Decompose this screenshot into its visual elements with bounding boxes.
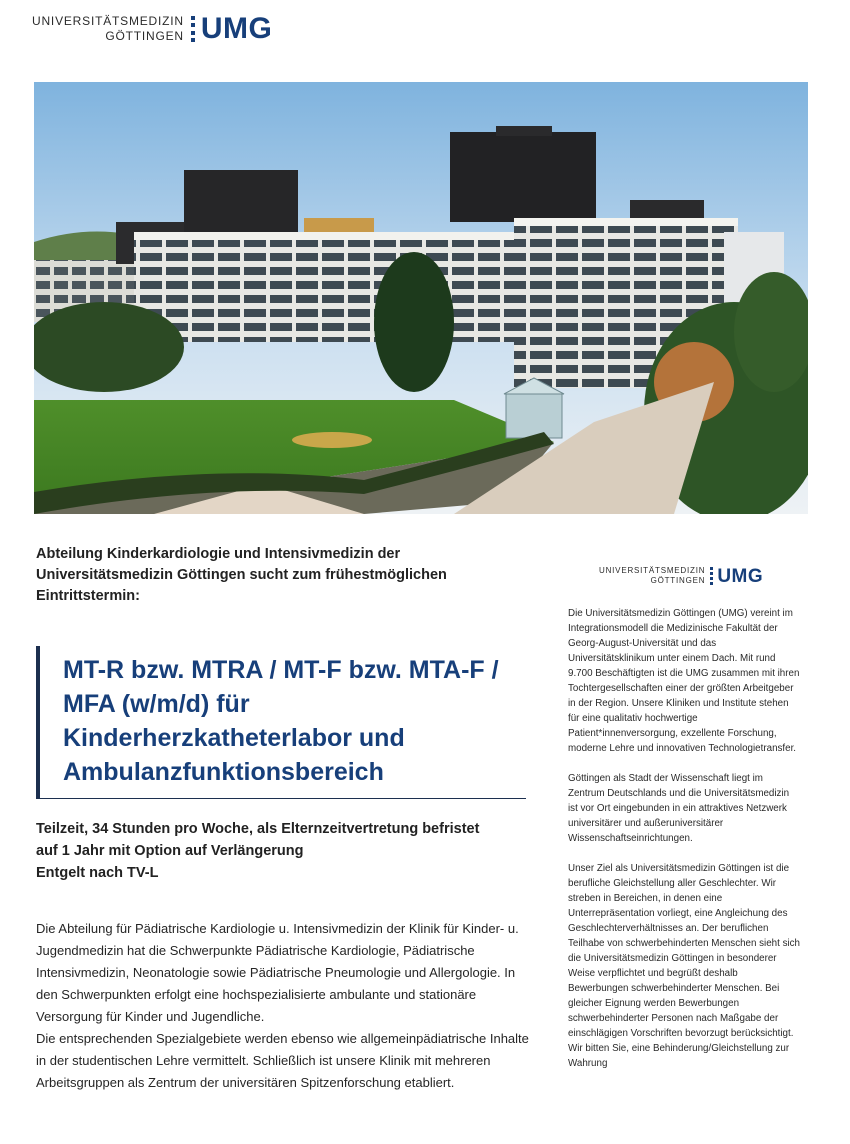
hero-photo	[34, 82, 808, 514]
sidebar-paragraph-1: Die Universitätsmedizin Göttingen (UMG) vereint im Integrationsmodell die Medizinische Fakultät der Georg-August-Universität und das Universitätsklinikum unter einem Dach. Mit rund 9.700 Beschäftigten ist die UMG zusammen mit ihren Tochtergesellschaften einer der größten Arbeitgeber in der Region. Unsere Kliniken und Institute stehen für eine qualitativ hochwertige Patient*innenversorgung, exzellente Forschung, moderne Lehre und innovativen Technologietransfer.	[568, 608, 800, 754]
logo-line-2: GÖTTINGEN	[650, 576, 706, 585]
hospital-building-image	[34, 82, 808, 514]
body-paragraph-1: Die Abteilung für Pädiatrische Kardiologie u. Intensivmedizin der Klinik für Kinder- u. Jugendmedizin hat die Schwerpunkte Pädiatrische Kardiologie, Pädiatrische Intensivmedizin, Neonatologie sowie Pädiatrische Pneumologie und Allergologie. In den Schwerpunkten erfolgt eine hochspezialisierte ambulante und stationäre Versorgung für Kinder und Jugendliche.	[36, 921, 519, 1024]
job-title-box	[36, 646, 526, 799]
body-paragraph-2: Die entsprechenden Spezialgebiete werden ebenso wie allgemeinpädiatrische Inhalte in der studentischen Lehre vermittelt. Schließlich ist unsere Klinik mit mehreren Arbeitsgruppen als Zentrum der universitären Spitzenforschung etabliert.	[36, 1031, 529, 1090]
employer-sidebar	[568, 606, 800, 1086]
sidebar-paragraph-3: Unser Ziel als Universitätsmedizin Göttingen ist die berufliche Gleichstellung aller Geschlechter. Wir streben in Bereichen, in denen eine Unterrepräsentation vorliegt, eine Angleichung des Geschlechterverhältnisses an. Der beruflichen Teilhabe von schwerbehinderten Menschen sieht sich die Universitätsmedizin Göttingen in besonderer Weise verpflichtet und begrüßt deshalb Bewerbungen schwerbehinderter Menschen. Bei gleicher Eignung werden Bewerbungen schwerbehinderter Personen nach Maßgabe der einschlägigen Vorschriften bevorzugt berücksichtigt. Wir bitten Sie, eine Behinderung/Gleichstellung zur Wahrung	[568, 863, 800, 1069]
logo-line-2: GÖTTINGEN	[105, 29, 184, 43]
logo-bars-icon	[191, 16, 195, 42]
logo-line-1: UNIVERSITÄTSMEDIZIN	[599, 566, 706, 575]
intro-text: Abteilung Kinderkardiologie und Intensivmedizin der Universitätsmedizin Göttingen sucht zum frühestmöglichen Eintrittstermin:	[36, 546, 447, 604]
department-description	[36, 918, 536, 1094]
logo-wordmark-small	[599, 566, 705, 586]
logo-mark: UMG	[200, 12, 273, 45]
logo-bars-icon	[710, 567, 713, 585]
umg-logo	[32, 14, 272, 44]
sidebar-paragraph-2: Göttingen als Stadt der Wissenschaft liegt im Zentrum Deutschlands und die Universitätsmedizin ist vor Ort eingebunden in ein attraktives Netzwerk universitärer und außeruniversitärer Wissenschaftseinrichtungen.	[568, 773, 790, 844]
job-title: MT-R bzw. MTRA / MT-F bzw. MTA-F / MFA (w/m/d) für Kinderherzkatheterlabor und Ambulanzfunktionsbereich	[63, 656, 499, 786]
logo-line-1: UNIVERSITÄTSMEDIZIN	[32, 14, 184, 28]
condition-line-1: Teilzeit, 34 Stunden pro Woche, als Elternzeitvertretung befristet	[36, 821, 480, 837]
logo-wordmark	[32, 14, 184, 44]
umg-logo-small	[599, 566, 763, 586]
condition-line-3: Entgelt nach TV-L	[36, 865, 159, 881]
employment-conditions	[36, 818, 526, 884]
condition-line-2: auf 1 Jahr mit Option auf Verlängerung	[36, 843, 304, 859]
logo-mark: UMG	[717, 565, 764, 587]
